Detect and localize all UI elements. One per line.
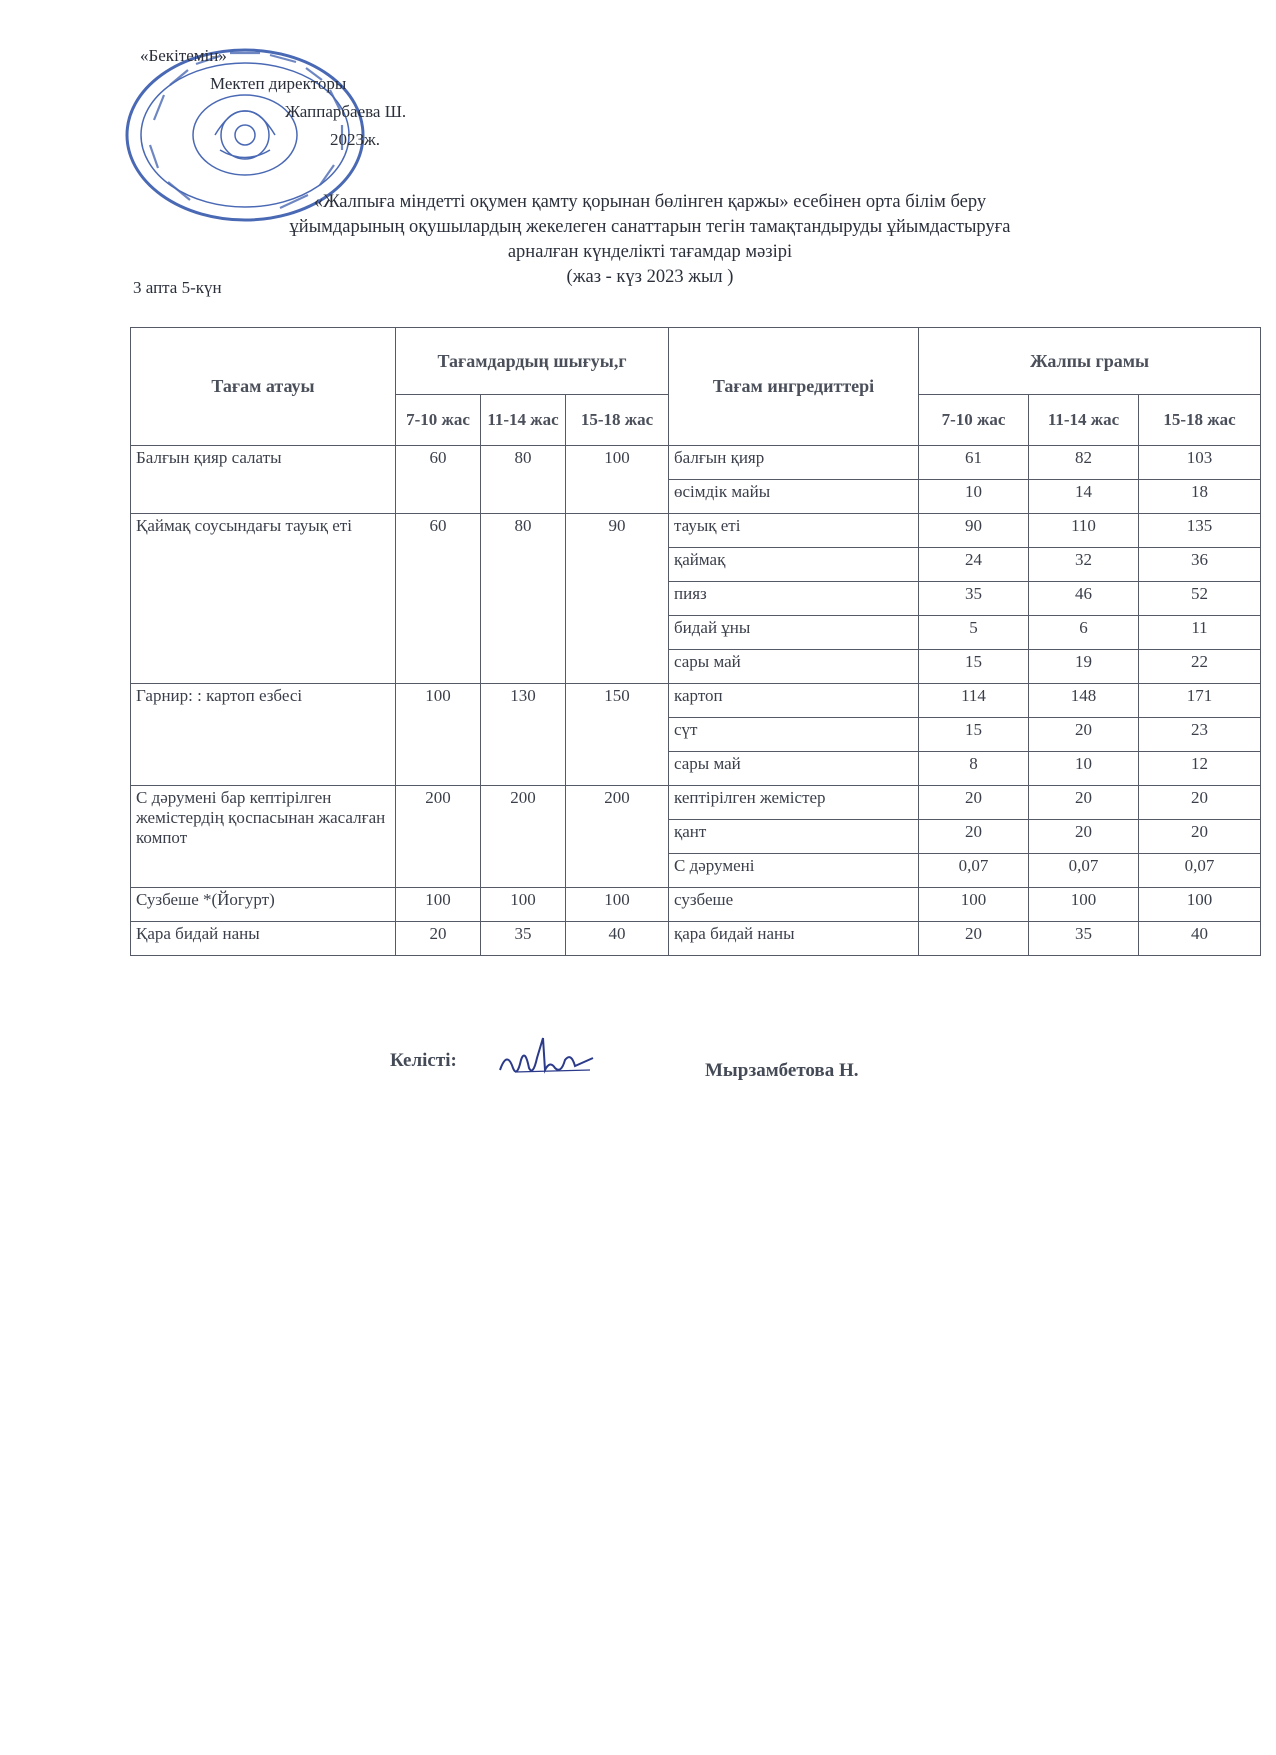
- ingredient-grams: 0,07: [1139, 854, 1261, 888]
- approval-position: Мектеп директоры: [210, 74, 347, 93]
- ingredient-name: бидай ұны: [669, 616, 919, 650]
- ingredient-grams: 24: [919, 548, 1029, 582]
- ingredient-grams: 148: [1029, 684, 1139, 718]
- dish-name: С дәрумені бар кептірілген жемістердің қоспасынан жасалған компот: [131, 786, 396, 888]
- ingredient-grams: 90: [919, 514, 1029, 548]
- ingredient-grams: 171: [1139, 684, 1261, 718]
- header-gross-age-1: 7-10 жас: [919, 395, 1029, 446]
- title-line-3: арналған күнделікті тағамдар мәзірі: [507, 242, 793, 262]
- ingredient-grams: 20: [1029, 718, 1139, 752]
- dish-name: Қаймақ соусындағы тауық еті: [131, 514, 396, 684]
- ingredient-grams: 15: [919, 718, 1029, 752]
- dish-output: 40: [566, 922, 669, 956]
- ingredient-grams: 40: [1139, 922, 1261, 956]
- table-row: [131, 514, 1261, 548]
- dish-output: 80: [481, 446, 566, 514]
- dish-output: 200: [566, 786, 669, 888]
- ingredient-grams: 61: [919, 446, 1029, 480]
- title-line-1: «Жалпыға міндетті оқумен қамту қорынан бөлінген қаржы» есебінен орта білім беру: [313, 192, 987, 212]
- ingredient-grams: 52: [1139, 582, 1261, 616]
- table-row: [131, 922, 1261, 956]
- dish-name: Қара бидай наны: [131, 922, 396, 956]
- ingredient-name: сүт: [669, 718, 919, 752]
- dish-name: Гарнир: : картоп езбесі: [131, 684, 396, 786]
- header-output: Тағамдардың шығуы,г: [396, 328, 669, 395]
- ingredient-grams: 15: [919, 650, 1029, 684]
- ingredient-grams: 0,07: [1029, 854, 1139, 888]
- ingredient-grams: 11: [1139, 616, 1261, 650]
- signature: [495, 1030, 600, 1085]
- ingredient-grams: 10: [1029, 752, 1139, 786]
- ingredient-grams: 12: [1139, 752, 1261, 786]
- header-output-age-3: 15-18 жас: [566, 395, 669, 446]
- header-dish: Тағам атауы: [131, 328, 396, 446]
- approval-block: [140, 42, 406, 154]
- approver-name: Мырзамбетова Н.: [705, 1060, 859, 1081]
- ingredient-grams: 8: [919, 752, 1029, 786]
- title-line-2: ұйымдарының оқушылардың жекелеген санаттарын тегін тамақтандыруды ұйымдастыруға: [289, 217, 1011, 237]
- header-gross: Жалпы грамы: [919, 328, 1261, 395]
- ingredient-grams: 46: [1029, 582, 1139, 616]
- ingredient-grams: 6: [1029, 616, 1139, 650]
- ingredient-grams: 32: [1029, 548, 1139, 582]
- table-row: [131, 888, 1261, 922]
- ingredient-grams: 20: [1139, 786, 1261, 820]
- ingredient-name: сары май: [669, 752, 919, 786]
- ingredient-grams: 135: [1139, 514, 1261, 548]
- ingredient-grams: 22: [1139, 650, 1261, 684]
- ingredient-grams: 20: [919, 922, 1029, 956]
- ingredient-name: қант: [669, 820, 919, 854]
- table-row: [131, 684, 1261, 718]
- table-row: [131, 786, 1261, 820]
- ingredient-grams: 0,07: [919, 854, 1029, 888]
- header-gross-age-3: 15-18 жас: [1139, 395, 1261, 446]
- header-ingredients: Тағам ингредиттері: [669, 328, 919, 446]
- ingredient-grams: 110: [1029, 514, 1139, 548]
- ingredient-name: пияз: [669, 582, 919, 616]
- ingredient-grams: 35: [919, 582, 1029, 616]
- dish-name: Балғын қияр салаты: [131, 446, 396, 514]
- ingredient-grams: 35: [1029, 922, 1139, 956]
- header-output-age-2: 11-14 жас: [481, 395, 566, 446]
- ingredient-name: С дәрумені: [669, 854, 919, 888]
- week-day-label: 3 апта 5-күн: [133, 278, 222, 297]
- ingredient-grams: 20: [1139, 820, 1261, 854]
- ingredient-grams: 100: [919, 888, 1029, 922]
- dish-output: 200: [481, 786, 566, 888]
- ingredient-grams: 20: [919, 820, 1029, 854]
- title-line-4: (жаз - күз 2023 жыл ): [566, 267, 734, 287]
- header-gross-age-2: 11-14 жас: [1029, 395, 1139, 446]
- dish-name: Сузбеше *(Йогурт): [131, 888, 396, 922]
- dish-output: 100: [396, 684, 481, 786]
- ingredient-name: сузбеше: [669, 888, 919, 922]
- dish-output: 150: [566, 684, 669, 786]
- approval-date: 2023ж.: [330, 130, 380, 149]
- ingredient-grams: 100: [1029, 888, 1139, 922]
- ingredient-grams: 5: [919, 616, 1029, 650]
- dish-output: 90: [566, 514, 669, 684]
- ingredient-grams: 19: [1029, 650, 1139, 684]
- ingredient-name: картоп: [669, 684, 919, 718]
- ingredient-grams: 20: [1029, 786, 1139, 820]
- ingredient-name: сары май: [669, 650, 919, 684]
- ingredient-name: тауық еті: [669, 514, 919, 548]
- ingredient-grams: 100: [1139, 888, 1261, 922]
- ingredient-grams: 18: [1139, 480, 1261, 514]
- table-row: [131, 446, 1261, 480]
- header-output-age-1: 7-10 жас: [396, 395, 481, 446]
- ingredient-grams: 36: [1139, 548, 1261, 582]
- ingredient-name: кептірілген жемістер: [669, 786, 919, 820]
- dish-output: 20: [396, 922, 481, 956]
- dish-output: 60: [396, 514, 481, 684]
- ingredient-grams: 20: [919, 786, 1029, 820]
- dish-output: 130: [481, 684, 566, 786]
- ingredient-grams: 14: [1029, 480, 1139, 514]
- ingredient-grams: 10: [919, 480, 1029, 514]
- ingredient-grams: 103: [1139, 446, 1261, 480]
- approval-heading: «Бекітемін»: [140, 46, 227, 65]
- ingredient-name: қара бидай наны: [669, 922, 919, 956]
- ingredient-name: балғын қияр: [669, 446, 919, 480]
- ingredient-grams: 82: [1029, 446, 1139, 480]
- ingredient-grams: 114: [919, 684, 1029, 718]
- dish-output: 35: [481, 922, 566, 956]
- ingredient-grams: 20: [1029, 820, 1139, 854]
- dish-output: 60: [396, 446, 481, 514]
- menu-table: [130, 327, 1261, 956]
- approved-label: Келісті:: [390, 1050, 457, 1071]
- ingredient-grams: 23: [1139, 718, 1261, 752]
- dish-output: 100: [566, 888, 669, 922]
- document-title: [150, 190, 1150, 290]
- ingredient-name: өсімдік майы: [669, 480, 919, 514]
- dish-output: 80: [481, 514, 566, 684]
- dish-output: 100: [481, 888, 566, 922]
- dish-output: 100: [396, 888, 481, 922]
- dish-output: 200: [396, 786, 481, 888]
- ingredient-name: қаймақ: [669, 548, 919, 582]
- approval-name: Жаппарбаева Ш.: [285, 102, 407, 121]
- dish-output: 100: [566, 446, 669, 514]
